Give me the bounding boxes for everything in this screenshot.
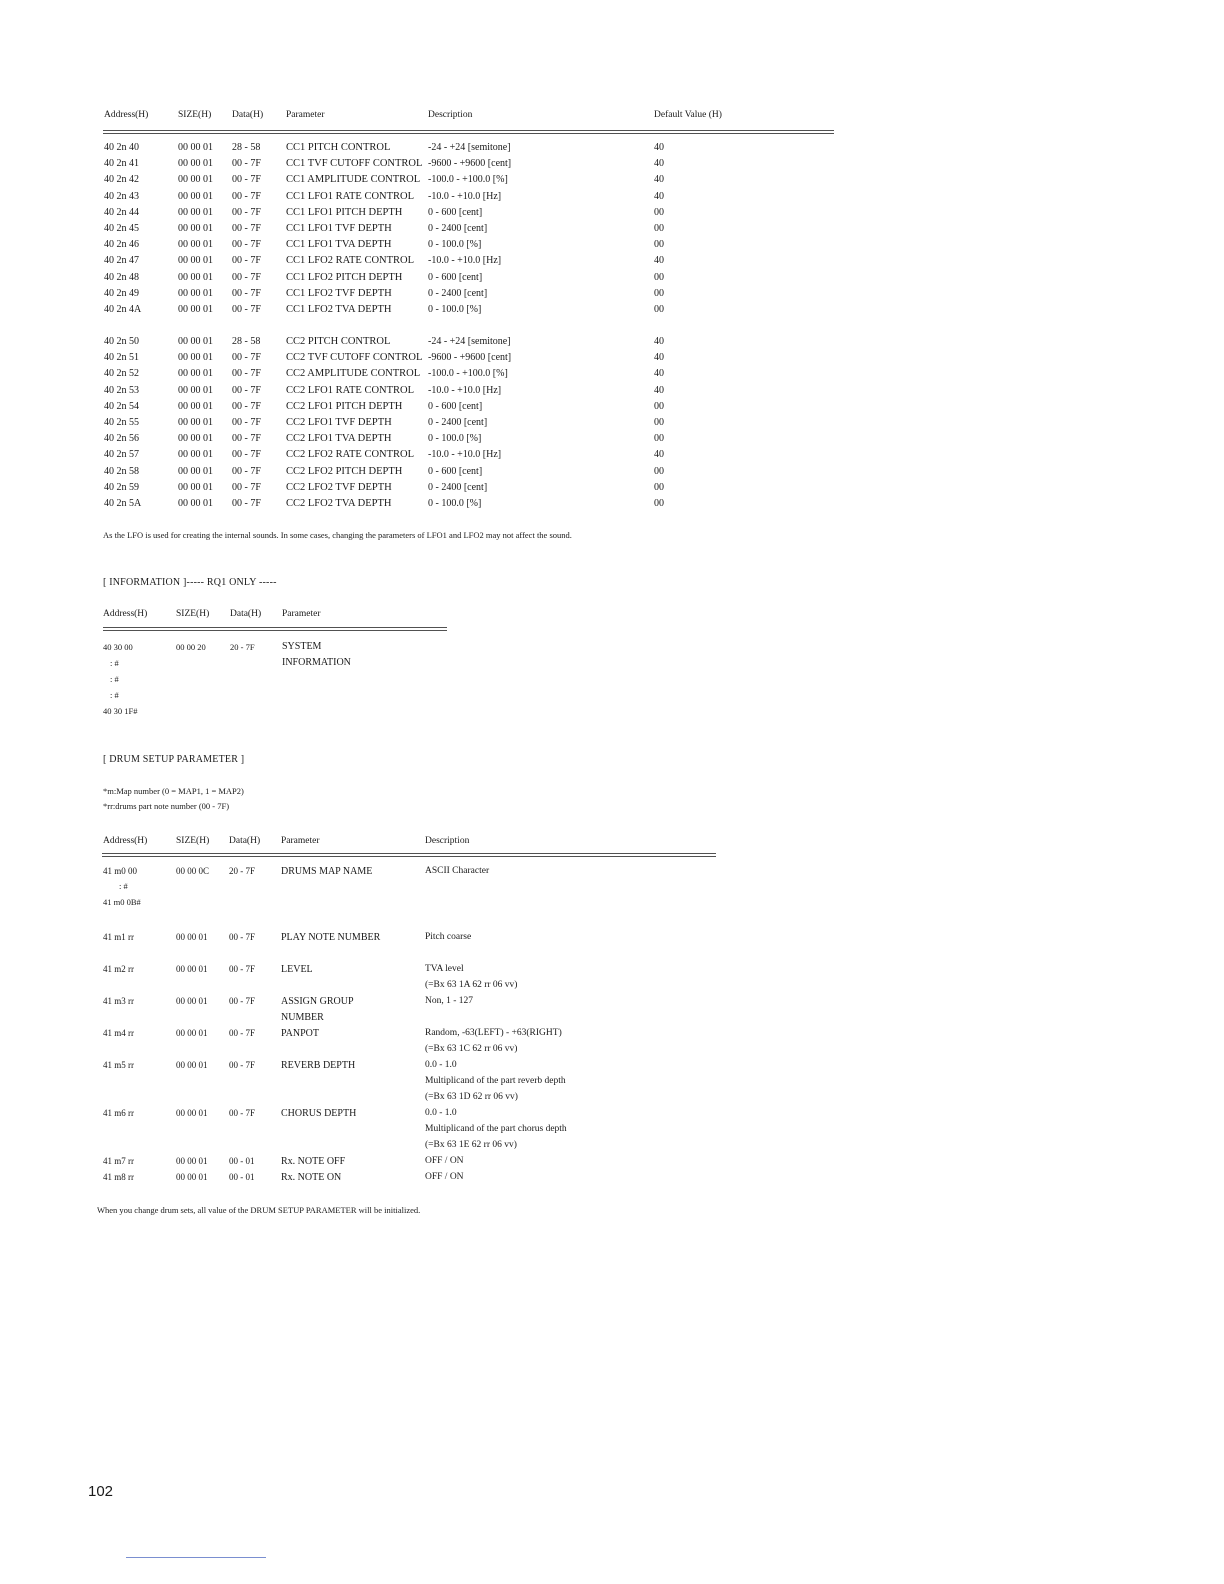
table-row xyxy=(0,272,1224,288)
info-col-header-parameter: Parameter xyxy=(282,609,321,619)
cell-size: 00 00 01 xyxy=(178,304,213,315)
cell-address: 40 2n 53 xyxy=(104,384,139,396)
drum-cell-description: (=Bx 63 1A 62 rr 06 vv) xyxy=(425,980,518,990)
table-row xyxy=(0,191,1224,207)
cell-size: 00 00 01 xyxy=(178,384,213,396)
cell-parameter: CC1 LFO2 RATE CONTROL xyxy=(286,255,415,267)
drum-header-separator xyxy=(102,853,716,858)
info-continuation: : # xyxy=(110,674,119,684)
cell-description: -10.0 - +10.0 [Hz] xyxy=(428,190,502,202)
cell-address: 40 2n 56 xyxy=(104,433,139,445)
cell-parameter: CC2 PITCH CONTROL xyxy=(286,336,391,347)
table-row xyxy=(0,158,1224,174)
cell-default-value: 00 xyxy=(654,223,664,234)
cell-address: 40 2n 57 xyxy=(104,449,139,461)
cell-description: 0 - 600 [cent] xyxy=(428,271,483,283)
cell-default-value: 00 xyxy=(654,304,664,315)
cell-size: 00 00 01 xyxy=(178,336,213,347)
drum-cell-description: (=Bx 63 1E 62 rr 06 vv) xyxy=(425,1140,517,1150)
table-row xyxy=(0,401,1224,417)
cell-parameter: CC2 AMPLITUDE CONTROL xyxy=(286,368,421,380)
cell-data: 00 - 7F xyxy=(232,223,261,234)
cell-default-value: 00 xyxy=(654,271,664,283)
cell-address: 40 2n 46 xyxy=(104,239,139,251)
cell-size: 00 00 01 xyxy=(178,417,213,428)
cell-data: 28 - 58 xyxy=(232,336,261,347)
drum-cell-data: 00 - 7F xyxy=(229,1028,256,1038)
drum-cell-parameter: DRUMS MAP NAME xyxy=(281,866,373,877)
cell-default-value: 00 xyxy=(654,400,664,412)
info-end-address: 40 30 1F# xyxy=(103,706,138,716)
cell-description: -24 - +24 [semitone] xyxy=(428,336,511,347)
cell-data: 00 - 7F xyxy=(232,417,261,428)
drum-cell-address: 41 m0 00 xyxy=(103,866,138,876)
cell-size: 00 00 01 xyxy=(178,223,213,234)
cell-size: 00 00 01 xyxy=(178,206,213,218)
info-header-separator xyxy=(103,627,447,632)
drum-col-header-description: Description xyxy=(425,836,470,846)
cell-address: 40 2n 54 xyxy=(104,400,139,412)
header-separator xyxy=(103,130,834,135)
cell-parameter: CC1 PITCH CONTROL xyxy=(286,142,391,153)
drum-cell-parameter: Rx. NOTE ON xyxy=(281,1172,342,1183)
cell-description: 0 - 100.0 [%] xyxy=(428,304,482,315)
cell-data: 00 - 7F xyxy=(232,400,261,412)
cell-description: -100.0 - +100.0 [%] xyxy=(428,174,508,186)
drum-cell-size: 00 00 01 xyxy=(176,932,208,942)
cell-default-value: 00 xyxy=(654,433,664,445)
drum-cell-parameter: Rx. NOTE OFF xyxy=(281,1156,346,1167)
cell-description: 0 - 100.0 [%] xyxy=(428,433,482,445)
cell-data: 00 - 7F xyxy=(232,255,261,267)
drum-cell-size: 00 00 01 xyxy=(176,1172,208,1182)
cell-default-value: 00 xyxy=(654,287,664,299)
cell-description: 0 - 2400 [cent] xyxy=(428,287,488,299)
table-row xyxy=(0,304,1224,320)
cell-address: 40 2n 51 xyxy=(104,352,139,364)
col-header-size: SIZE(H) xyxy=(178,110,212,120)
cell-data: 00 - 7F xyxy=(232,433,261,445)
cell-parameter: CC1 LFO1 TVF DEPTH xyxy=(286,223,392,234)
col-header-parameter: Parameter xyxy=(286,110,325,120)
info-address: 40 30 00 xyxy=(103,642,133,652)
cell-data: 00 - 7F xyxy=(232,158,261,170)
cell-data: 00 - 7F xyxy=(232,481,261,493)
cell-data: 00 - 7F xyxy=(232,190,261,202)
cell-size: 00 00 01 xyxy=(178,158,213,170)
cell-data: 00 - 7F xyxy=(232,271,261,283)
info-size: 00 00 20 xyxy=(176,642,206,652)
cell-data: 00 - 7F xyxy=(232,384,261,396)
cell-size: 00 00 01 xyxy=(178,465,213,477)
drum-cell-data: 00 - 7F xyxy=(229,996,256,1006)
drum-cell-description: Multiplicand of the part chorus depth xyxy=(425,1124,567,1134)
cell-description: 0 - 600 [cent] xyxy=(428,206,483,218)
cell-default-value: 40 xyxy=(654,336,664,347)
col-header-default: Default Value (H) xyxy=(654,110,722,120)
cell-parameter: CC1 AMPLITUDE CONTROL xyxy=(286,174,421,186)
cell-parameter: CC1 LFO1 TVA DEPTH xyxy=(286,239,392,251)
bottom-rule xyxy=(126,1557,266,1558)
info-param-line1: SYSTEM xyxy=(282,641,322,652)
cell-description: -10.0 - +10.0 [Hz] xyxy=(428,384,502,396)
info-data: 20 - 7F xyxy=(230,642,255,652)
cell-description: 0 - 100.0 [%] xyxy=(428,498,482,509)
drum-col-header-parameter: Parameter xyxy=(281,836,320,846)
drum-cell-size: 00 00 01 xyxy=(176,1060,208,1070)
cell-address: 40 2n 50 xyxy=(104,336,139,347)
cell-address: 40 2n 52 xyxy=(104,368,139,380)
cell-size: 00 00 01 xyxy=(178,255,213,267)
col-header-description: Description xyxy=(428,110,473,120)
cell-data: 00 - 7F xyxy=(232,174,261,186)
drum-setup-section-title: [ DRUM SETUP PARAMETER ] xyxy=(103,754,245,765)
drum-cell-description: TVA level xyxy=(425,964,464,974)
table-row xyxy=(0,417,1224,433)
cell-size: 00 00 01 xyxy=(178,142,213,153)
cell-description: -24 - +24 [semitone] xyxy=(428,142,511,153)
cell-size: 00 00 01 xyxy=(178,352,213,364)
cell-description: -9600 - +9600 [cent] xyxy=(428,158,512,170)
cell-description: -9600 - +9600 [cent] xyxy=(428,352,512,364)
cell-data: 28 - 58 xyxy=(232,142,261,153)
cell-size: 00 00 01 xyxy=(178,433,213,445)
cell-address: 40 2n 58 xyxy=(104,465,139,477)
cell-size: 00 00 01 xyxy=(178,287,213,299)
drum-col-header-size: SIZE(H) xyxy=(176,836,210,846)
cell-default-value: 40 xyxy=(654,449,664,461)
cell-address: 40 2n 59 xyxy=(104,481,139,493)
table-row xyxy=(0,288,1224,304)
cell-address: 40 2n 55 xyxy=(104,417,139,428)
cell-size: 00 00 01 xyxy=(178,174,213,186)
table-row xyxy=(0,385,1224,401)
cell-parameter: CC2 LFO2 RATE CONTROL xyxy=(286,449,415,461)
drum-cell-data: 00 - 01 xyxy=(229,1172,255,1182)
drum-cell-data: 00 - 7F xyxy=(229,1060,256,1070)
cell-address: 40 2n 42 xyxy=(104,174,139,186)
cell-size: 00 00 01 xyxy=(178,368,213,380)
info-param-line2: INFORMATION xyxy=(282,657,351,668)
info-continuation: : # xyxy=(110,658,119,668)
drum-cell-address: 41 m3 rr xyxy=(103,996,134,1006)
cell-default-value: 00 xyxy=(654,206,664,218)
drum-cell-address: 41 m2 rr xyxy=(103,964,134,974)
cell-default-value: 00 xyxy=(654,481,664,493)
drum-cell-description: (=Bx 63 1C 62 rr 06 vv) xyxy=(425,1044,518,1054)
drum-cell-size: 00 00 01 xyxy=(176,964,208,974)
drum-cell-parameter: REVERB DEPTH xyxy=(281,1060,356,1071)
cell-default-value: 00 xyxy=(654,498,664,509)
cell-default-value: 40 xyxy=(654,190,664,202)
cell-data: 00 - 7F xyxy=(232,498,261,509)
drum-cell-parameter: NUMBER xyxy=(281,1012,324,1023)
drum-cell-description: 0.0 - 1.0 xyxy=(425,1060,457,1070)
cell-default-value: 00 xyxy=(654,465,664,477)
cell-default-value: 00 xyxy=(654,239,664,251)
drum-col-header-address: Address(H) xyxy=(103,836,148,846)
drum-cell-parameter: PANPOT xyxy=(281,1028,319,1039)
cell-default-value: 40 xyxy=(654,158,664,170)
cell-parameter: CC2 LFO2 TVA DEPTH xyxy=(286,498,392,509)
table-row xyxy=(0,336,1224,352)
cell-parameter: CC1 TVF CUTOFF CONTROL xyxy=(286,158,423,170)
lfo-note: As the LFO is used for creating the internal sounds. In some cases, changing the parameters of LFO1 and LFO2 may not affect the sound. xyxy=(103,530,572,540)
cell-size: 00 00 01 xyxy=(178,498,213,509)
drum-name-end-address: 41 m0 0B# xyxy=(103,897,141,907)
cell-parameter: CC1 LFO2 TVF DEPTH xyxy=(286,287,392,299)
cell-data: 00 - 7F xyxy=(232,465,261,477)
cell-description: -10.0 - +10.0 [Hz] xyxy=(428,449,502,461)
info-col-header-address: Address(H) xyxy=(103,609,148,619)
table-row xyxy=(0,449,1224,465)
table-row xyxy=(0,466,1224,482)
cell-description: 0 - 2400 [cent] xyxy=(428,417,488,428)
cell-data: 00 - 7F xyxy=(232,304,261,315)
drum-cell-parameter: ASSIGN GROUP xyxy=(281,996,354,1007)
cell-size: 00 00 01 xyxy=(178,400,213,412)
cell-address: 40 2n 45 xyxy=(104,223,139,234)
drum-cell-parameter: LEVEL xyxy=(281,964,313,975)
page-number: 102 xyxy=(88,1483,114,1500)
drum-cell-data: 00 - 01 xyxy=(229,1156,255,1166)
table-row xyxy=(0,433,1224,449)
info-col-header-data: Data(H) xyxy=(230,609,262,619)
info-continuation: : # xyxy=(110,690,119,700)
col-header-data: Data(H) xyxy=(232,110,264,120)
cell-default-value: 40 xyxy=(654,368,664,380)
cell-address: 40 2n 49 xyxy=(104,287,139,299)
cell-parameter: CC2 LFO2 TVF DEPTH xyxy=(286,481,392,493)
cell-parameter: CC1 LFO2 TVA DEPTH xyxy=(286,304,392,315)
cell-parameter: CC1 LFO1 PITCH DEPTH xyxy=(286,206,403,218)
drum-cell-address: 41 m7 rr xyxy=(103,1156,134,1166)
drum-cell-data: 00 - 7F xyxy=(229,932,256,942)
table-row xyxy=(0,498,1224,514)
drum-cell-parameter: PLAY NOTE NUMBER xyxy=(281,932,381,943)
cell-default-value: 00 xyxy=(654,417,664,428)
table-row xyxy=(0,368,1224,384)
table-row xyxy=(0,482,1224,498)
cell-description: 0 - 2400 [cent] xyxy=(428,223,488,234)
cell-description: 0 - 2400 [cent] xyxy=(428,481,488,493)
drum-cell-size: 00 00 01 xyxy=(176,1156,208,1166)
drum-cell-size: 00 00 01 xyxy=(176,996,208,1006)
cell-address: 40 2n 47 xyxy=(104,255,139,267)
table-row xyxy=(0,223,1224,239)
cell-address: 40 2n 43 xyxy=(104,190,139,202)
cell-size: 00 00 01 xyxy=(178,449,213,461)
cell-data: 00 - 7F xyxy=(232,368,261,380)
drum-cell-description: Non, 1 - 127 xyxy=(425,996,474,1006)
drum-cell-address: 41 m1 rr xyxy=(103,932,134,942)
cell-address: 40 2n 40 xyxy=(104,142,139,153)
cell-data: 00 - 7F xyxy=(232,287,261,299)
table-row xyxy=(0,255,1224,271)
cell-parameter: CC2 TVF CUTOFF CONTROL xyxy=(286,352,423,364)
cell-size: 00 00 01 xyxy=(178,481,213,493)
cell-data: 00 - 7F xyxy=(232,206,261,218)
cell-size: 00 00 01 xyxy=(178,239,213,251)
cell-default-value: 40 xyxy=(654,384,664,396)
cell-address: 40 2n 4A xyxy=(104,304,142,315)
drum-cell-size: 00 00 01 xyxy=(176,1028,208,1038)
cell-description: 0 - 600 [cent] xyxy=(428,400,483,412)
table-row xyxy=(0,352,1224,368)
drum-cell-description: (=Bx 63 1D 62 rr 06 vv) xyxy=(425,1092,518,1102)
drum-cell-address: 41 m5 rr xyxy=(103,1060,134,1070)
drum-cell-data: 20 - 7F xyxy=(229,866,256,876)
cell-parameter: CC2 LFO1 RATE CONTROL xyxy=(286,384,415,396)
cell-parameter: CC1 LFO1 RATE CONTROL xyxy=(286,190,415,202)
cell-default-value: 40 xyxy=(654,255,664,267)
cell-default-value: 40 xyxy=(654,352,664,364)
info-col-header-size: SIZE(H) xyxy=(176,609,210,619)
cell-default-value: 40 xyxy=(654,174,664,186)
drum-cell-description: Multiplicand of the part reverb depth xyxy=(425,1076,566,1086)
cell-parameter: CC2 LFO2 PITCH DEPTH xyxy=(286,465,403,477)
cell-default-value: 40 xyxy=(654,142,664,153)
drum-cell-description: ASCII Character xyxy=(425,866,490,876)
drum-cell-address: 41 m8 rr xyxy=(103,1172,134,1182)
drum-cell-data: 00 - 7F xyxy=(229,964,256,974)
cell-parameter: CC2 LFO1 TVF DEPTH xyxy=(286,417,392,428)
cell-description: -100.0 - +100.0 [%] xyxy=(428,368,508,380)
drum-note-map: *m:Map number (0 = MAP1, 1 = MAP2) xyxy=(103,786,244,796)
cell-address: 40 2n 5A xyxy=(104,498,142,509)
cell-parameter: CC2 LFO1 TVA DEPTH xyxy=(286,433,392,445)
cell-data: 00 - 7F xyxy=(232,449,261,461)
table-row xyxy=(0,207,1224,223)
drum-cell-parameter: CHORUS DEPTH xyxy=(281,1108,357,1119)
drum-col-header-data: Data(H) xyxy=(229,836,261,846)
cell-description: 0 - 100.0 [%] xyxy=(428,239,482,251)
table-row xyxy=(0,142,1224,158)
col-header-address: Address(H) xyxy=(104,110,149,120)
cell-address: 40 2n 41 xyxy=(104,158,139,170)
drum-note-rr: *rr:drums part note number (00 - 7F) xyxy=(103,801,230,811)
cell-address: 40 2n 48 xyxy=(104,271,139,283)
drum-cell-description: Random, -63(LEFT) - +63(RIGHT) xyxy=(425,1028,562,1038)
cell-data: 00 - 7F xyxy=(232,239,261,251)
drum-cell-description: OFF / ON xyxy=(425,1172,464,1182)
cell-description: -10.0 - +10.0 [Hz] xyxy=(428,255,502,267)
table-row xyxy=(0,239,1224,255)
table-row xyxy=(0,174,1224,190)
cell-parameter: CC2 LFO1 PITCH DEPTH xyxy=(286,400,403,412)
drum-cell-description: Pitch coarse xyxy=(425,932,472,942)
drum-cell-description: OFF / ON xyxy=(425,1156,464,1166)
drum-name-continuation: : # xyxy=(119,881,128,891)
drum-cell-data: 00 - 7F xyxy=(229,1108,256,1118)
cell-address: 40 2n 44 xyxy=(104,206,139,218)
cell-size: 00 00 01 xyxy=(178,271,213,283)
drum-cell-address: 41 m6 rr xyxy=(103,1108,134,1118)
information-section-title: [ INFORMATION ]----- RQ1 ONLY ----- xyxy=(103,577,277,588)
drum-cell-size: 00 00 0C xyxy=(176,866,210,876)
drum-footer-note: When you change drum sets, all value of the DRUM SETUP PARAMETER will be initialized. xyxy=(97,1205,421,1215)
drum-cell-address: 41 m4 rr xyxy=(103,1028,134,1038)
drum-cell-description: 0.0 - 1.0 xyxy=(425,1108,457,1118)
cell-parameter: CC1 LFO2 PITCH DEPTH xyxy=(286,271,403,283)
cell-size: 00 00 01 xyxy=(178,190,213,202)
cell-data: 00 - 7F xyxy=(232,352,261,364)
drum-cell-size: 00 00 01 xyxy=(176,1108,208,1118)
cell-description: 0 - 600 [cent] xyxy=(428,465,483,477)
